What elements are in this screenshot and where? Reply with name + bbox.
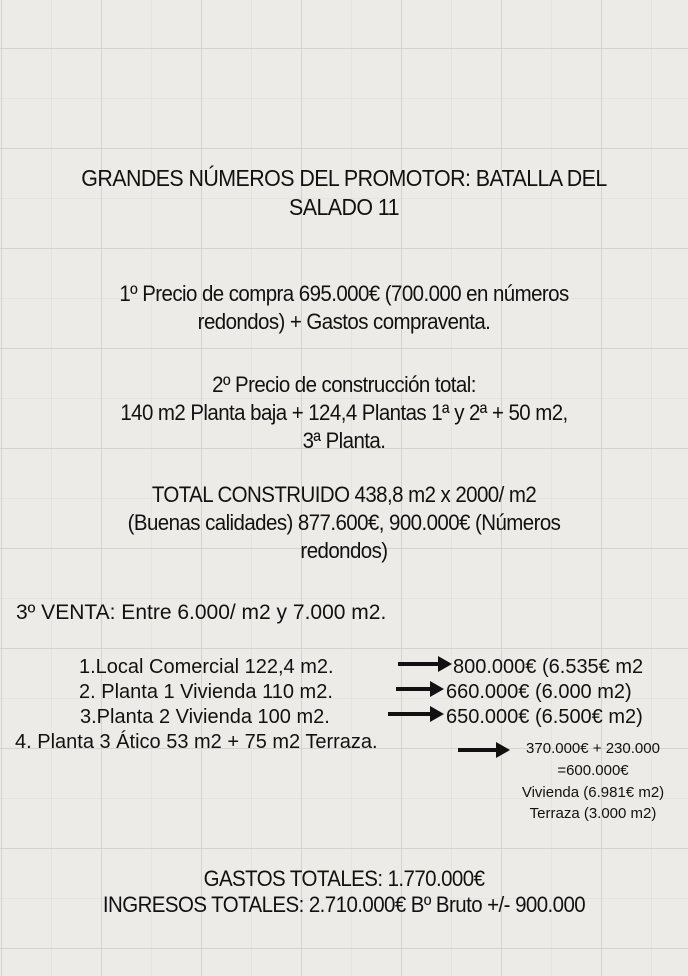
total-built-line-2: (Buenas calidades) 877.600€, 900.000€ (Números <box>127 510 561 535</box>
right-arrow-icon <box>396 681 444 697</box>
construction-line-2: 140 m2 Planta baja + 124,4 Plantas 1ª y 2ª + 50 m2, <box>120 400 568 425</box>
total-expenses: GASTOS TOTALES: 1.770.000€ <box>203 866 485 891</box>
total-income: INGRESOS TOTALES: 2.710.000€ Bº Bruto +/- 900.000 <box>102 892 586 917</box>
sale-item-label: 1.Local Comercial 122,4 m2. <box>79 656 334 678</box>
sale-heading: 3º VENTA: Entre 6.000/ m2 y 7.000 m2. <box>16 601 387 624</box>
title-line-2: SALADO 11 <box>289 194 399 220</box>
sale-item-price-line: Terraza (3.000 m2) <box>529 805 657 822</box>
sale-item-label: 2. Planta 1 Vivienda 110 m2. <box>79 681 333 703</box>
sale-item-price: 800.000€ (6.535€ m2 <box>453 656 644 678</box>
sale-item-price: 650.000€ (6.500€ m2) <box>446 706 643 728</box>
construction-line-1: 2º Precio de construcción total: <box>212 372 476 397</box>
right-arrow-icon <box>388 706 444 722</box>
sale-item-price-line: 370.000€ + 230.000 <box>526 740 660 757</box>
purchase-line-1: 1º Precio de compra 695.000€ (700.000 en números <box>119 281 569 306</box>
sale-item-price-line: Vivienda (6.981€ m2) <box>521 784 665 801</box>
right-arrow-icon <box>458 742 510 758</box>
purchase-line-2: redondos) + Gastos compraventa. <box>197 309 491 334</box>
sale-item-price-line: =600.000€ <box>557 762 629 779</box>
total-built-line-3: redondos) <box>300 538 388 563</box>
total-built-line-1: TOTAL CONSTRUIDO 438,8 m2 x 2000/ m2 <box>151 482 537 507</box>
sale-item-label: 4. Planta 3 Ático 53 m2 + 75 m2 Terraza. <box>15 731 378 753</box>
sale-item-label: 3.Planta 2 Vivienda 100 m2. <box>80 706 330 728</box>
construction-line-3: 3ª Planta. <box>302 428 386 453</box>
sale-item-price: 660.000€ (6.000 m2) <box>446 681 632 703</box>
title-line-1: GRANDES NÚMEROS DEL PROMOTOR: BATALLA DEL <box>81 165 607 191</box>
right-arrow-icon <box>398 656 452 672</box>
